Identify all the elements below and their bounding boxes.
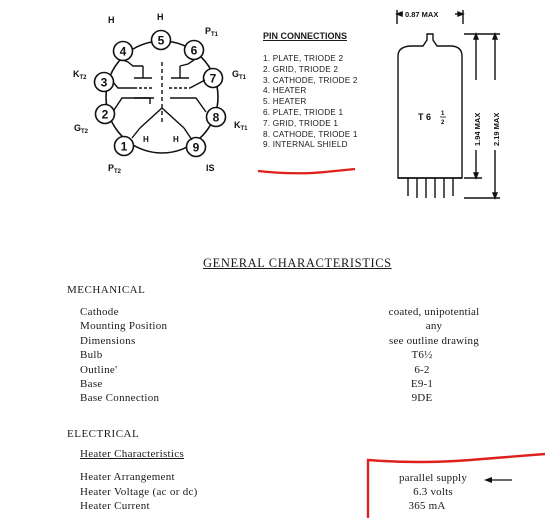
bulb-label: T 6 [418,112,432,122]
label-kt2: $K_{T2}$ [73,69,87,81]
list-item: 9. INTERNAL SHIELD [263,140,348,150]
list-item: 5. HEATER [263,97,307,107]
electrical-heading: ELECTRICAL [67,428,140,440]
bulb-fraction-num: 1 [441,111,445,117]
base-pin-diagram [60,8,260,178]
mech-label-outline: Outline' [80,364,118,376]
mech-value-base-connection: 9DE [411,392,433,404]
pin-number: 2 [101,107,109,122]
list-item: 1. PLATE, TRIODE 2 [263,54,344,63]
pin-number: 6 [190,43,198,58]
mech-label-mounting: Mounting Position [80,320,168,332]
mech-label-base: Base [80,378,103,390]
elec-value-current: 365 mA [408,500,446,512]
pin-number: 4 [119,44,127,59]
pin-number: 8 [212,110,220,125]
elec-label-voltage: Heater Voltage (ac or dc) [80,486,198,498]
internal-schematic [113,60,206,140]
pin-connections-title: PIN CONNECTIONS [263,31,348,41]
mech-label-cathode: Cathode [80,306,119,318]
mech-label-base-connection: Base Connection [80,392,160,404]
bulb-fraction-den: 2 [441,120,445,126]
pin-number: 3 [100,75,108,90]
heater-characteristics-heading: Heater Characteristics [80,448,185,460]
mech-value-mounting: any [425,320,443,332]
mech-value-dimensions: see outline drawing [389,335,479,347]
list-item: 3. CATHODE, TRIODE 2 [263,75,358,85]
label-is: IS [206,163,215,173]
pin-circles [95,31,226,157]
elec-value-arrangement: parallel supply [398,472,468,484]
general-characteristics-title: GENERAL CHARACTERISTICS [203,256,392,270]
label-gt2: $G_{T2}$ [74,123,89,135]
elec-value-voltage: 6.3 volts [413,486,453,498]
mech-value-bulb: T6½ [411,349,433,361]
mech-value-base: E9-1 [410,378,434,390]
pin-connections-list [263,54,358,151]
list-item: 7. GRID, TRIODE 1 [263,118,339,128]
elec-label-current: Heater Current [80,500,150,512]
mechanical-heading: MECHANICAL [67,284,146,296]
mech-label-dimensions: Dimensions [80,335,136,347]
list-item: 8. CATHODE, TRIODE 1 [263,129,358,139]
list-item: 4. HEATER [263,86,307,96]
outline-drawing [380,4,530,209]
mech-value-cathode: coated, unipotential [388,306,480,318]
list-item: 2. GRID, TRIODE 2 [263,64,339,74]
list-item: 6. PLATE, TRIODE 1 [263,107,344,117]
label-gt1: $G_{T1}$ [232,69,247,81]
elec-label-arrangement: Heater Arrangement [80,471,175,483]
width-dimension: 0.87 MAX [405,10,439,19]
height-dimension-2: 2.19 MAX [492,112,501,146]
height-dimension-1: 1.94 MAX [473,112,482,146]
pin-number: 9 [192,140,200,155]
label-inner-h2: H [173,135,179,144]
label-inner-h1: H [143,135,149,144]
red-underline-annotation [255,164,360,178]
pin-number: 5 [157,33,165,48]
pin-number: 1 [120,139,128,154]
label-h-top: H [157,12,164,22]
mech-label-bulb: Bulb [80,349,103,361]
label-h-left: H [108,15,115,25]
red-bracket-annotation [360,448,550,521]
mech-value-outline: 6-2 [414,364,430,376]
label-pt2: $P_{T2}$ [108,163,122,175]
label-pt1: $P_{T1}$ [205,26,219,38]
label-kt1: $K_{T1}$ [234,120,248,132]
pin-number: 7 [209,71,217,86]
